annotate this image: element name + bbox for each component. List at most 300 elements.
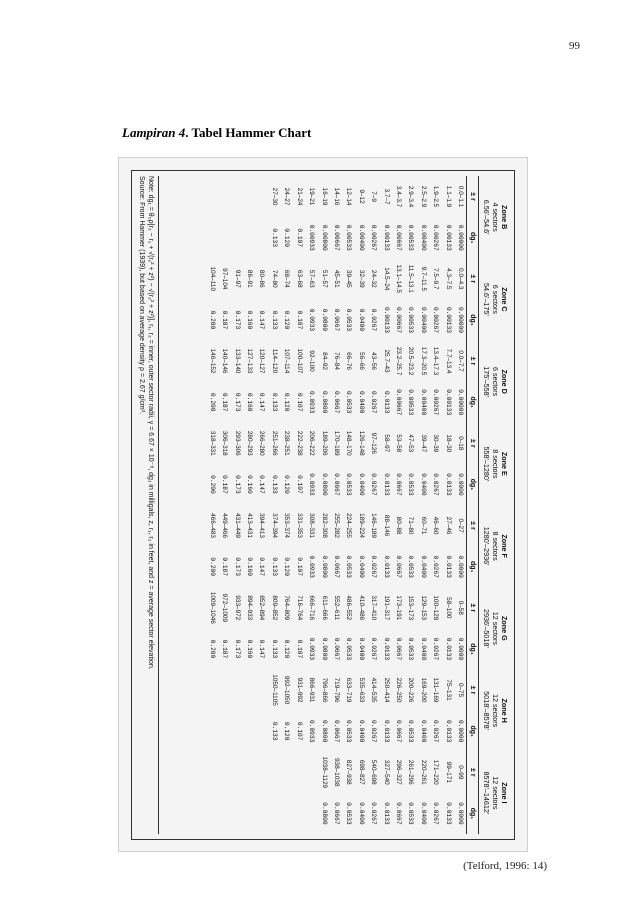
zone-header	[479, 340, 509, 422]
radius-cell: 92–100	[308, 349, 316, 372]
radius-cell: 16–19	[320, 187, 328, 205]
dg-cell: 0.00133	[444, 224, 452, 251]
dg-cell: 0.0400	[419, 555, 427, 578]
radius-cell: 374–394	[270, 512, 278, 538]
dg-cell: 0.00133	[444, 388, 452, 415]
dg-cell: 0.0800	[320, 308, 328, 331]
radius-cell: 222–238	[295, 430, 303, 456]
radius-cell: 14.5–24	[382, 266, 390, 290]
dg-cell: 0.00000	[457, 388, 464, 415]
dg-cell: 0.00267	[370, 224, 378, 251]
dg-cell: 0.00267	[432, 388, 440, 415]
radius-values	[268, 669, 467, 710]
zone-header	[479, 422, 509, 504]
dg-cell: 0.00667	[332, 224, 340, 251]
col-header-dg: dg₁	[469, 807, 476, 819]
dg-cell: 0.187	[221, 474, 229, 494]
dg-cell: 0.160	[246, 310, 254, 329]
zone-rows	[205, 422, 466, 504]
zone-name: Zone D	[500, 368, 509, 394]
dg-cell: 0.00133	[382, 306, 390, 333]
dg-cell: 0.0800	[320, 719, 328, 742]
radius-cell: 764–809	[283, 594, 291, 620]
footnote-formula: Note: dg₁ = θ₀ρ[r₂ − r₁ + √(r₁² + z²) − √(r₂² + z²)], r₁, r₂ = inner, outer sector radii, γ = 6.67 × 10⁻⁸, dg₁ in milligals, z, r₁, r₂ in feet, and z = average sector elevation.	[147, 175, 154, 670]
dg-cell: 0.0000	[457, 801, 464, 825]
dg-cell: 0.0267	[432, 472, 440, 496]
radius-cell: 88–146	[382, 514, 390, 536]
radius-cell: 76–84	[332, 351, 340, 370]
radius-cell: 140–146	[221, 348, 229, 373]
column-headers	[466, 505, 479, 587]
dg-cell: 0.00000	[457, 224, 464, 251]
dg-cell: 0.0667	[332, 555, 340, 578]
dg-cell: 0.0533	[345, 637, 353, 660]
dg-cell: 0.0800	[320, 555, 328, 578]
radius-cell: 317–410	[370, 594, 378, 620]
dg-cell: 0.200	[208, 392, 216, 411]
radius-cell: 226–250	[394, 677, 402, 702]
col-header-radius: ± r	[469, 438, 476, 448]
radius-cell: 992–1050	[283, 675, 291, 704]
col-header-dg: dg₁	[469, 395, 476, 408]
radius-cell: 1050–1105	[270, 673, 278, 706]
radius-cell: 331–353	[295, 512, 303, 538]
dg-cell: 0.187	[221, 639, 229, 658]
radius-cell: 394–413	[258, 512, 266, 538]
dg-cell: 0.00533	[407, 224, 415, 251]
zone-name: Zone I	[500, 781, 509, 803]
zone-name: Zone H	[500, 697, 509, 723]
dg-cell: 0.187	[221, 556, 229, 576]
dg-cell: 0.0533	[345, 801, 353, 825]
radius-cell: 7–9	[370, 190, 378, 202]
dg-cell: 0.0667	[332, 390, 340, 413]
dg-values	[268, 217, 467, 258]
radius-cell: 9.7–11.5	[419, 266, 427, 291]
dg-cell: 0.0533	[345, 555, 353, 578]
radius-cell: 431–449	[233, 512, 241, 538]
dg-cell: 0.0667	[394, 719, 402, 742]
dg-cell: 0.0133	[444, 472, 452, 496]
dg-cell: 0.107	[295, 227, 303, 247]
dg-cell: 0.200	[208, 474, 216, 494]
radius-cell: 126–148	[357, 430, 365, 456]
radius-cell: 170–189	[332, 430, 340, 456]
dg-cell: 0.0667	[394, 801, 402, 825]
zone-name: Zone F	[500, 533, 509, 558]
col-header-radius: ± r	[469, 274, 476, 283]
dg-cell: 0.0267	[432, 637, 440, 660]
radius-cell: 97–104	[221, 267, 229, 289]
dg-cell: 0.173	[233, 639, 241, 658]
radius-cell: 133–140	[233, 348, 241, 373]
dg-values	[205, 381, 466, 422]
radius-cell: 1009–1046	[208, 591, 216, 624]
radius-cell: 23.2–25.7	[394, 346, 402, 375]
zone-rows	[205, 587, 466, 669]
zone-name: Zone E	[500, 451, 509, 476]
dg-cell: 0.120	[283, 474, 291, 494]
appendix-title: . Tabel Hammer Chart	[185, 125, 312, 140]
radius-cell: 0.0–4.3	[457, 267, 464, 289]
dg-values	[268, 710, 467, 751]
zone-sectors: 8 sectors	[491, 448, 500, 478]
radius-cell: 894–933	[246, 594, 254, 620]
zone-rows	[268, 669, 467, 751]
zone-column	[205, 422, 509, 504]
radius-cell: 206–222	[308, 430, 316, 456]
radius-cell: 131–169	[432, 677, 440, 702]
radius-cell: 32–39	[357, 269, 365, 288]
dg-cell: 0.00400	[419, 306, 427, 333]
radius-values	[205, 258, 466, 299]
dg-cell: 0.0800	[320, 801, 328, 825]
dg-cell: 0.0400	[419, 637, 427, 660]
dg-cell: 0.107	[295, 392, 303, 411]
col-header-radius: ± r	[469, 767, 476, 777]
dg-cell: 0.00267	[432, 306, 440, 333]
radius-cell: 796–866	[320, 677, 328, 702]
dg-cell: 0.0667	[332, 719, 340, 742]
dg-cell: 0.0133	[382, 637, 390, 660]
zone-column	[205, 176, 509, 258]
dg-cell: 0.0400	[357, 555, 365, 578]
dg-cell: 0.120	[283, 310, 291, 329]
column-headers	[466, 340, 479, 422]
radius-cell: 24–32	[370, 269, 378, 288]
dg-cell: 0.0133	[444, 719, 452, 742]
radius-values	[205, 505, 466, 546]
dg-cell: 0.200	[208, 556, 216, 576]
dg-cell: 0.107	[295, 721, 303, 740]
dg-cell: 0.160	[246, 639, 254, 658]
radius-cell: 282–308	[320, 512, 328, 538]
page-number: 99	[569, 40, 580, 52]
footnote-source: Source: From Hammer (1939), but based on average density ρ = 2.67 g/cm³.	[138, 175, 145, 414]
dg-cell: 0.0533	[407, 719, 415, 742]
dg-cell: 0.107	[295, 556, 303, 576]
col-header-dg: dg₁	[469, 724, 476, 737]
radius-cell: 251–266	[270, 430, 278, 456]
zone-range: 558'–1280'	[482, 446, 491, 481]
dg-cell: 0.0800	[320, 390, 328, 413]
dg-cell: 0.187	[221, 392, 229, 411]
dg-cell: 0.173	[233, 556, 241, 576]
radius-cell: 68–74	[283, 269, 291, 288]
dg-cell: 0.00533	[407, 306, 415, 333]
radius-cell: 449–466	[221, 512, 229, 538]
dg-cell: 0.0400	[419, 472, 427, 496]
radius-cell: 27–30	[270, 187, 278, 205]
dg-cell: 0.0933	[308, 555, 316, 578]
dg-cell: 0.0133	[382, 719, 390, 742]
dg-cell: 0.0400	[357, 472, 365, 496]
radius-cell: 410–486	[357, 594, 365, 620]
radius-cell: 250–414	[382, 677, 390, 702]
radius-cell: 0–27	[457, 517, 464, 533]
dg-cell: 0.133	[270, 556, 278, 576]
column-headers	[466, 587, 479, 669]
dg-cell: 0.0267	[370, 308, 378, 331]
zone-column	[205, 751, 509, 833]
dg-cell: 0.0267	[370, 390, 378, 413]
radius-cell: 100–129	[432, 594, 440, 620]
radius-cell: 261–296	[407, 759, 415, 785]
radius-cell: 45–51	[332, 269, 340, 288]
radius-cell: 63–68	[295, 269, 303, 288]
dg-cell: 0.120	[283, 392, 291, 411]
dg-cell: 0.0400	[357, 801, 365, 825]
zone-header	[479, 669, 509, 751]
radius-cell: 189–224	[357, 512, 365, 538]
radius-cell: 191–317	[382, 594, 390, 620]
radius-cell: 27–46	[444, 516, 452, 534]
dg-cell: 0.0667	[332, 308, 340, 331]
radius-cell: 633–719	[345, 677, 353, 702]
dg-cell: 0.147	[258, 556, 266, 576]
col-header-dg: dg₁	[469, 478, 476, 490]
radius-cell: 0–75	[457, 682, 464, 697]
citation: (Telford, 1996: 14)	[463, 860, 547, 872]
radius-cell: 466–483	[208, 512, 216, 538]
radius-cell: 51–57	[320, 269, 328, 288]
appendix-heading	[122, 125, 311, 141]
radius-cell: 17.3–20.5	[419, 346, 427, 375]
radius-values	[205, 587, 466, 628]
dg-cell: 0.00667	[394, 388, 402, 415]
dg-cell: 0.00533	[407, 388, 415, 415]
dg-cell: 0.00533	[345, 224, 353, 251]
dg-cell: 0.0267	[432, 801, 440, 825]
dg-cell: 0.0800	[320, 472, 328, 496]
radius-cell: 189–206	[320, 430, 328, 456]
zone-rows	[205, 505, 466, 587]
col-header-radius: ± r	[469, 685, 476, 694]
radius-cell: 129–153	[419, 594, 427, 620]
zone-name: Zone C	[500, 286, 509, 312]
radius-cell: 58–97	[382, 433, 390, 452]
radius-values	[205, 340, 466, 381]
dg-cell: 0.0533	[345, 308, 353, 331]
dg-cell: 0.147	[258, 474, 266, 494]
zone-header	[479, 176, 509, 258]
radius-cell: 66–76	[345, 351, 353, 370]
zone-range: 54.6'–175'	[482, 282, 491, 316]
radius-cell: 0–99	[457, 764, 464, 779]
dg-cell: 0.0000	[457, 719, 464, 742]
zone-column	[205, 340, 509, 422]
radius-cell: 255–282	[332, 512, 340, 538]
radius-cell: 56–66	[357, 351, 365, 370]
dg-cell: 0.120	[283, 639, 291, 658]
dg-cell: 0.200	[208, 310, 216, 329]
dg-cell: 0.0400	[419, 801, 427, 825]
dg-cell: 0.0533	[345, 719, 353, 742]
zone-column	[205, 587, 509, 669]
dg-cell: 0.0000	[457, 472, 464, 496]
radius-cell: 107–114	[283, 348, 291, 373]
radius-cell: 7.5–9.7	[432, 267, 440, 289]
radius-cell: 153–173	[407, 594, 415, 620]
radius-cell: 148–170	[345, 430, 353, 456]
dg-cell: 0.147	[258, 639, 266, 658]
radius-cell: 866–931	[308, 677, 316, 702]
radius-cell: 224–255	[345, 512, 353, 538]
dg-cell: 0.00133	[444, 306, 452, 333]
dg-cell: 0.0933	[308, 308, 316, 331]
dg-cell: 0.00000	[457, 306, 464, 333]
dg-cell: 0.0667	[394, 637, 402, 660]
dg-cell: 0.0267	[370, 472, 378, 496]
dg-cell: 0.0400	[357, 390, 365, 413]
zone-sectors: 6 sectors	[491, 366, 500, 396]
dg-cell: 0.147	[258, 310, 266, 329]
dg-values	[205, 546, 466, 587]
radius-values	[268, 176, 467, 217]
dg-cell: 0.0133	[382, 801, 390, 825]
radius-cell: 30–39	[432, 433, 440, 452]
radius-cell: 1.1–1.9	[444, 185, 452, 207]
col-header-radius: ± r	[469, 191, 476, 201]
dg-cell: 0.0533	[345, 472, 353, 496]
radius-cell: 666–716	[308, 594, 316, 620]
dg-cell: 0.0933	[308, 472, 316, 496]
dg-cell: 0.0267	[432, 719, 440, 742]
dg-cell: 0.0533	[407, 472, 415, 496]
dg-cell: 0.107	[295, 474, 303, 494]
radius-cell: 86–91	[246, 269, 254, 288]
dg-cell: 0.200	[208, 639, 216, 658]
radius-cell: 53–58	[394, 433, 402, 452]
zone-rows	[268, 176, 467, 258]
radius-cell: 169–200	[419, 677, 427, 702]
radius-cell: 99–171	[444, 761, 452, 783]
dg-cell: 0.0533	[407, 801, 415, 825]
radius-cell: 308–331	[308, 512, 316, 538]
zone-range: 8578'–14612'	[482, 771, 491, 814]
zone-name: Zone G	[500, 615, 509, 641]
zone-range: 5018'–8578'	[482, 690, 491, 730]
radius-cell: 104–110	[208, 266, 216, 291]
radius-cell: 280–293	[246, 430, 254, 456]
radius-cell: 58–100	[444, 596, 452, 618]
dg-cell: 0.0267	[370, 555, 378, 578]
radius-cell: 0.0–7.7	[457, 349, 464, 372]
dg-cell: 0.107	[295, 639, 303, 658]
radius-cell: 716–764	[295, 594, 303, 620]
radius-cell: 25.7–43	[382, 349, 390, 373]
dg-cell: 0.00667	[394, 224, 402, 251]
col-header-dg: dg₁	[469, 560, 476, 572]
zone-range: 6.56'–54.6'	[482, 199, 491, 234]
dg-cell: 0.00400	[419, 388, 427, 415]
dg-values	[205, 299, 466, 340]
radius-cell: 7.7–13.4	[444, 348, 452, 373]
radius-cell: 611–666	[320, 595, 328, 620]
radius-cell: 146–152	[208, 348, 216, 373]
radius-cell: 11.5–13.1	[407, 264, 415, 293]
zone-rows	[205, 340, 466, 422]
radius-cell: 200–226	[407, 677, 415, 702]
dg-values	[205, 463, 466, 504]
dg-cell: 0.0800	[320, 637, 328, 660]
zone-column	[205, 505, 509, 587]
zone-sectors: 12 sectors	[491, 693, 500, 727]
column-headers	[466, 258, 479, 340]
zone-sectors: 12 sectors	[491, 775, 500, 809]
radius-cell: 43–56	[370, 351, 378, 370]
dg-cell: 0.0667	[394, 555, 402, 578]
col-header-radius: ± r	[469, 603, 476, 612]
radius-cell: 413–431	[246, 512, 254, 538]
zone-rows	[205, 258, 466, 340]
col-header-dg: dg₁	[469, 313, 476, 326]
dg-cell: 0.0667	[394, 472, 402, 496]
radius-cell: 306–318	[221, 430, 229, 456]
radius-cell: 1.9–2.5	[432, 185, 440, 207]
dg-cell: 0.00667	[394, 306, 402, 333]
radius-cell: 0–18	[457, 435, 464, 450]
radius-cell: 75–131	[444, 678, 452, 701]
radius-cell: 97–126	[370, 432, 378, 454]
radius-cell: 13.4–17.3	[432, 346, 440, 375]
radius-cell: 60–71	[419, 516, 427, 534]
radius-values	[317, 751, 466, 792]
column-headers	[466, 751, 479, 833]
dg-cell: 0.0400	[419, 719, 427, 742]
radius-cell: 2.5–2.9	[419, 185, 427, 207]
radius-cell: 39–45	[345, 269, 353, 288]
zone-header	[479, 258, 509, 340]
zone-name: Zone B	[500, 204, 509, 229]
dg-cell: 0.0133	[444, 637, 452, 660]
dg-cell: 0.160	[246, 474, 254, 494]
dg-cell: 0.0133	[444, 555, 452, 578]
appendix-label: Lampiran 4	[122, 125, 186, 140]
radius-cell: 80–88	[394, 516, 402, 534]
radius-cell: 80–86	[258, 269, 266, 288]
radius-cell: 540–698	[370, 759, 378, 785]
dg-cell: 0.0667	[332, 472, 340, 496]
rotated-table	[131, 170, 515, 840]
dg-values	[205, 628, 466, 669]
radius-cell: 0–58	[457, 600, 464, 615]
dg-cell: 0.0000	[457, 555, 464, 578]
zone-sectors: 12 sectors	[491, 611, 500, 645]
dg-cell: 0.173	[233, 392, 241, 411]
column-headers	[466, 422, 479, 504]
col-header-radius: ± r	[469, 356, 476, 365]
dg-cell: 0.00267	[432, 224, 440, 251]
radius-cell: 171–220	[432, 759, 440, 785]
radius-cell: 486–552	[345, 594, 353, 620]
dg-cell: 0.133	[270, 639, 278, 658]
dg-cell: 0.0533	[407, 637, 415, 660]
radius-cell: 266–280	[258, 430, 266, 456]
radius-cell: 9–12	[357, 188, 365, 204]
radius-cell: 293–306	[233, 430, 241, 456]
zone-range: 2936'–5018'	[482, 608, 491, 648]
dg-cell: 0.0400	[357, 719, 365, 742]
radius-cell: 100–107	[295, 348, 303, 373]
dg-cell: 0.120	[283, 227, 291, 247]
radius-cell: 47–53	[407, 433, 415, 452]
radius-cell: 14–16	[332, 187, 340, 205]
radius-cell: 827–938	[345, 759, 353, 785]
radius-cell: 46–60	[432, 516, 440, 534]
dg-cell: 0.133	[270, 392, 278, 411]
dg-cell: 0.133	[270, 227, 278, 247]
